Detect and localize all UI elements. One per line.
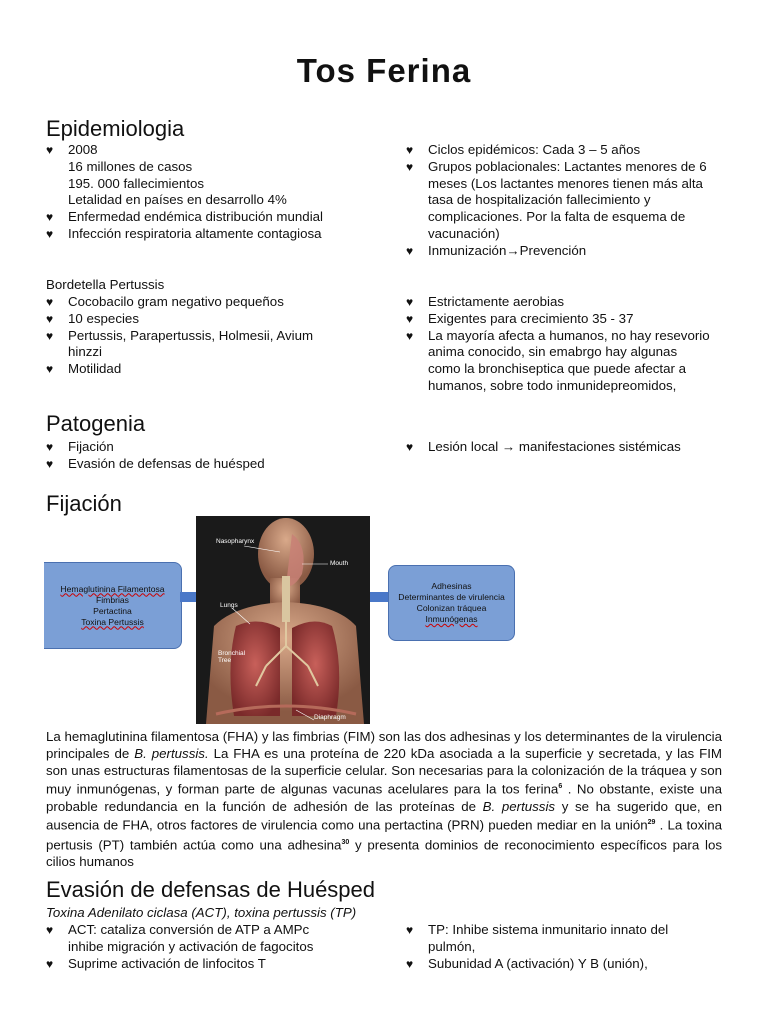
list-item — [406, 159, 736, 243]
list-item-text: La mayoría afecta a humanos, no hay resevorio — [428, 327, 710, 343]
heart-bullet-icon: ♥ — [406, 328, 414, 343]
anatomy-figure — [196, 516, 370, 724]
epidemiologia-right-list — [406, 142, 736, 260]
list-item — [406, 956, 736, 973]
citation: 29 — [647, 819, 656, 827]
paragraph-text: y presenta dominios de reconocimiento específicos para los cilios humanos — [46, 837, 722, 869]
callout-left-line: Hemaglutinina Filamentosa — [60, 583, 165, 594]
heart-bullet-icon: ♥ — [406, 295, 414, 309]
bordetella-left-list — [46, 294, 366, 378]
list-item — [46, 361, 366, 378]
list-item-text: Letalidad en países en desarrollo 4% — [68, 192, 287, 208]
heart-bullet-icon: ♥ — [46, 311, 54, 326]
bordetella-label: Bordetella Pertussis — [46, 277, 165, 292]
list-item-text: Grupos poblacionales: Lactantes menores de 6 — [428, 158, 707, 174]
list-item-text: Subunidad A (activación) Y B (unión), — [428, 955, 648, 971]
list-item — [46, 456, 366, 473]
list-item-text: Exigentes para crecimiento 35 - 37 — [428, 310, 634, 326]
callout-right-line: Inmunógenas — [425, 614, 478, 624]
heart-bullet-icon: ♥ — [46, 210, 54, 225]
list-item-text: vacunación) — [428, 225, 500, 241]
list-item-text: Fijación — [68, 439, 114, 454]
heart-bullet-icon: ♥ — [406, 311, 414, 326]
paragraph-text: y se ha sugerido que, en ausencia de FHA, otros factores de virulencia como una pertactina (PRN) pueden mediar en la unión — [46, 798, 722, 833]
list-item-text: Estrictamente aerobias — [428, 294, 564, 309]
bordetella-right-list — [406, 294, 736, 395]
heart-bullet-icon: ♥ — [46, 143, 54, 157]
list-item-text: Enfermedad endémica distribución mundial — [68, 209, 323, 225]
label-diaphragm: Diaphragm — [314, 714, 346, 721]
list-item-text: 10 especies — [68, 310, 139, 326]
list-item-text: Lesión local → manifestaciones sistémicas — [428, 439, 681, 454]
list-item — [406, 922, 736, 956]
list-item-text: Motilidad — [68, 361, 122, 377]
label-mouth: Mouth — [330, 560, 349, 567]
list-item-text: meses (Los lactantes menores tienen más alta — [428, 175, 703, 191]
list-item — [46, 328, 366, 362]
heading-evasion: Evasión de defensas de Huésped — [46, 877, 376, 902]
list-item-text: complicaciones. Por la falta de esquema de — [428, 209, 686, 225]
heart-bullet-icon: ♥ — [406, 143, 414, 157]
list-item — [46, 209, 366, 226]
paragraph-italic: B. pertussis — [482, 798, 556, 814]
callout-right-line: Colonizan tráquea — [416, 603, 487, 613]
paragraph-italic: B. pertussis. — [134, 745, 209, 761]
list-item-text: Pertussis, Parapertussis, Holmesii, Avium — [68, 327, 314, 343]
callout-right-line: Adhesinas — [431, 581, 472, 591]
list-item-text: Infección respiratoria altamente contagiosa — [68, 225, 322, 241]
list-item-text: anima conocido, sin emabrgo hay algunas — [428, 344, 678, 360]
paragraph-text: . La toxina pertusis (PT) también actúa como una adhesina — [46, 817, 722, 853]
list-item-text: hinzzi — [68, 344, 102, 360]
list-item-text: tasa de hospitalización fallecimiento y — [428, 192, 651, 208]
list-item-text: TP: Inhibe sistema inmunitario innato del — [428, 922, 669, 937]
list-item — [46, 294, 366, 311]
list-item-text: Ciclos epidémicos: Cada 3 – 5 años — [428, 142, 641, 157]
heart-bullet-icon: ♥ — [406, 243, 414, 258]
evasion-subtitle: Toxina Adenilato ciclasa (ACT), toxina pertussis (TP) — [46, 905, 357, 920]
fijacion-right-callout — [388, 565, 515, 641]
list-item — [46, 311, 366, 328]
heart-bullet-icon: ♥ — [406, 440, 414, 454]
anatomy-illustration — [196, 516, 370, 724]
heart-bullet-icon: ♥ — [46, 440, 54, 454]
citation: 6 — [558, 783, 563, 791]
callout-left-line: Fimbrias — [96, 594, 129, 605]
list-item-text: Cocobacilo gram negativo pequeños — [68, 294, 284, 309]
patogenia-left-list — [46, 439, 366, 473]
list-item — [46, 226, 366, 243]
list-item-text: 2008 — [68, 142, 98, 157]
heading-fijacion: Fijación — [46, 491, 122, 516]
epidemiologia-left-list — [46, 142, 366, 243]
list-item — [46, 142, 366, 209]
heart-bullet-icon: ♥ — [406, 159, 414, 174]
list-item-text: ACT: cataliza conversión de ATP a AMPc — [68, 922, 310, 937]
callout-left-line: Pertactina — [93, 605, 132, 616]
paragraph-text: La hemaglutinina filamentosa (FHA) y las fimbrias (FIM) son las dos adhesinas y los determinantes de la virulencia principales de — [46, 729, 722, 761]
list-item — [46, 439, 366, 456]
label-lungs: Lungs — [220, 602, 238, 609]
list-item-text: 195. 000 fallecimientos — [68, 175, 205, 191]
page-title: Tos Ferina — [296, 52, 472, 89]
list-item — [406, 243, 736, 260]
heart-bullet-icon: ♥ — [46, 226, 54, 241]
callout-left-line: Toxina Pertussis — [81, 616, 144, 627]
list-item — [406, 294, 736, 311]
evasion-left-list — [46, 922, 366, 972]
list-item-text: humanos, sobre todo inmunidepreomidos, — [428, 377, 677, 393]
heart-bullet-icon: ♥ — [46, 328, 54, 343]
evasion-right-list — [406, 922, 736, 972]
list-item-text: como la bronchiseptica que puede afectar a — [428, 361, 686, 377]
heart-bullet-icon: ♥ — [46, 295, 54, 309]
heading-patogenia: Patogenia — [46, 411, 146, 436]
label-bronchial-tree: Bronchial Tree — [218, 650, 246, 664]
patogenia-right-list — [406, 439, 736, 456]
list-item-text: 16 millones de casos — [68, 158, 193, 174]
paragraph-text: La FHA es una proteína de 220 kDa asociada a la superficie y secretada, y las FIM son unas estructuras filamentosas de la superficie celular. Son necesarias para la colonización de la tráquea y son muy inmunógenas, y forman parte de algunas vacunas acelulares para la tos ferina — [46, 745, 722, 797]
list-item — [406, 328, 736, 395]
list-item — [46, 922, 366, 956]
list-item — [406, 311, 736, 328]
list-item-text: inhibe migración y activación de fagocitos — [68, 938, 314, 954]
list-item-text: Inmunización→Prevención — [428, 242, 587, 258]
list-item — [406, 142, 736, 159]
heart-bullet-icon: ♥ — [406, 956, 414, 971]
heading-epidemiologia: Epidemiologia — [46, 116, 185, 141]
list-item-text: pulmón, — [428, 938, 476, 954]
fijacion-left-callout — [44, 562, 182, 649]
citation: 30 — [341, 838, 350, 846]
heart-bullet-icon: ♥ — [46, 362, 54, 377]
heart-bullet-icon: ♥ — [46, 456, 54, 471]
heart-bullet-icon: ♥ — [46, 923, 54, 937]
heart-bullet-icon: ♥ — [46, 956, 54, 971]
callout-right-line: Determinantes de virulencia — [398, 592, 505, 602]
heart-bullet-icon: ♥ — [406, 923, 414, 937]
list-item-text: Evasión de defensas de huésped — [68, 455, 265, 471]
label-nasopharynx: Nasopharynx — [216, 538, 255, 545]
fijacion-paragraph — [46, 729, 722, 871]
paragraph-text: . No obstante, existe una probable redundancia en la función de adhesión de las proteínas de — [46, 781, 722, 814]
list-item — [46, 956, 366, 973]
list-item-text: Suprime activación de linfocitos T — [68, 955, 266, 971]
list-item — [406, 439, 736, 456]
